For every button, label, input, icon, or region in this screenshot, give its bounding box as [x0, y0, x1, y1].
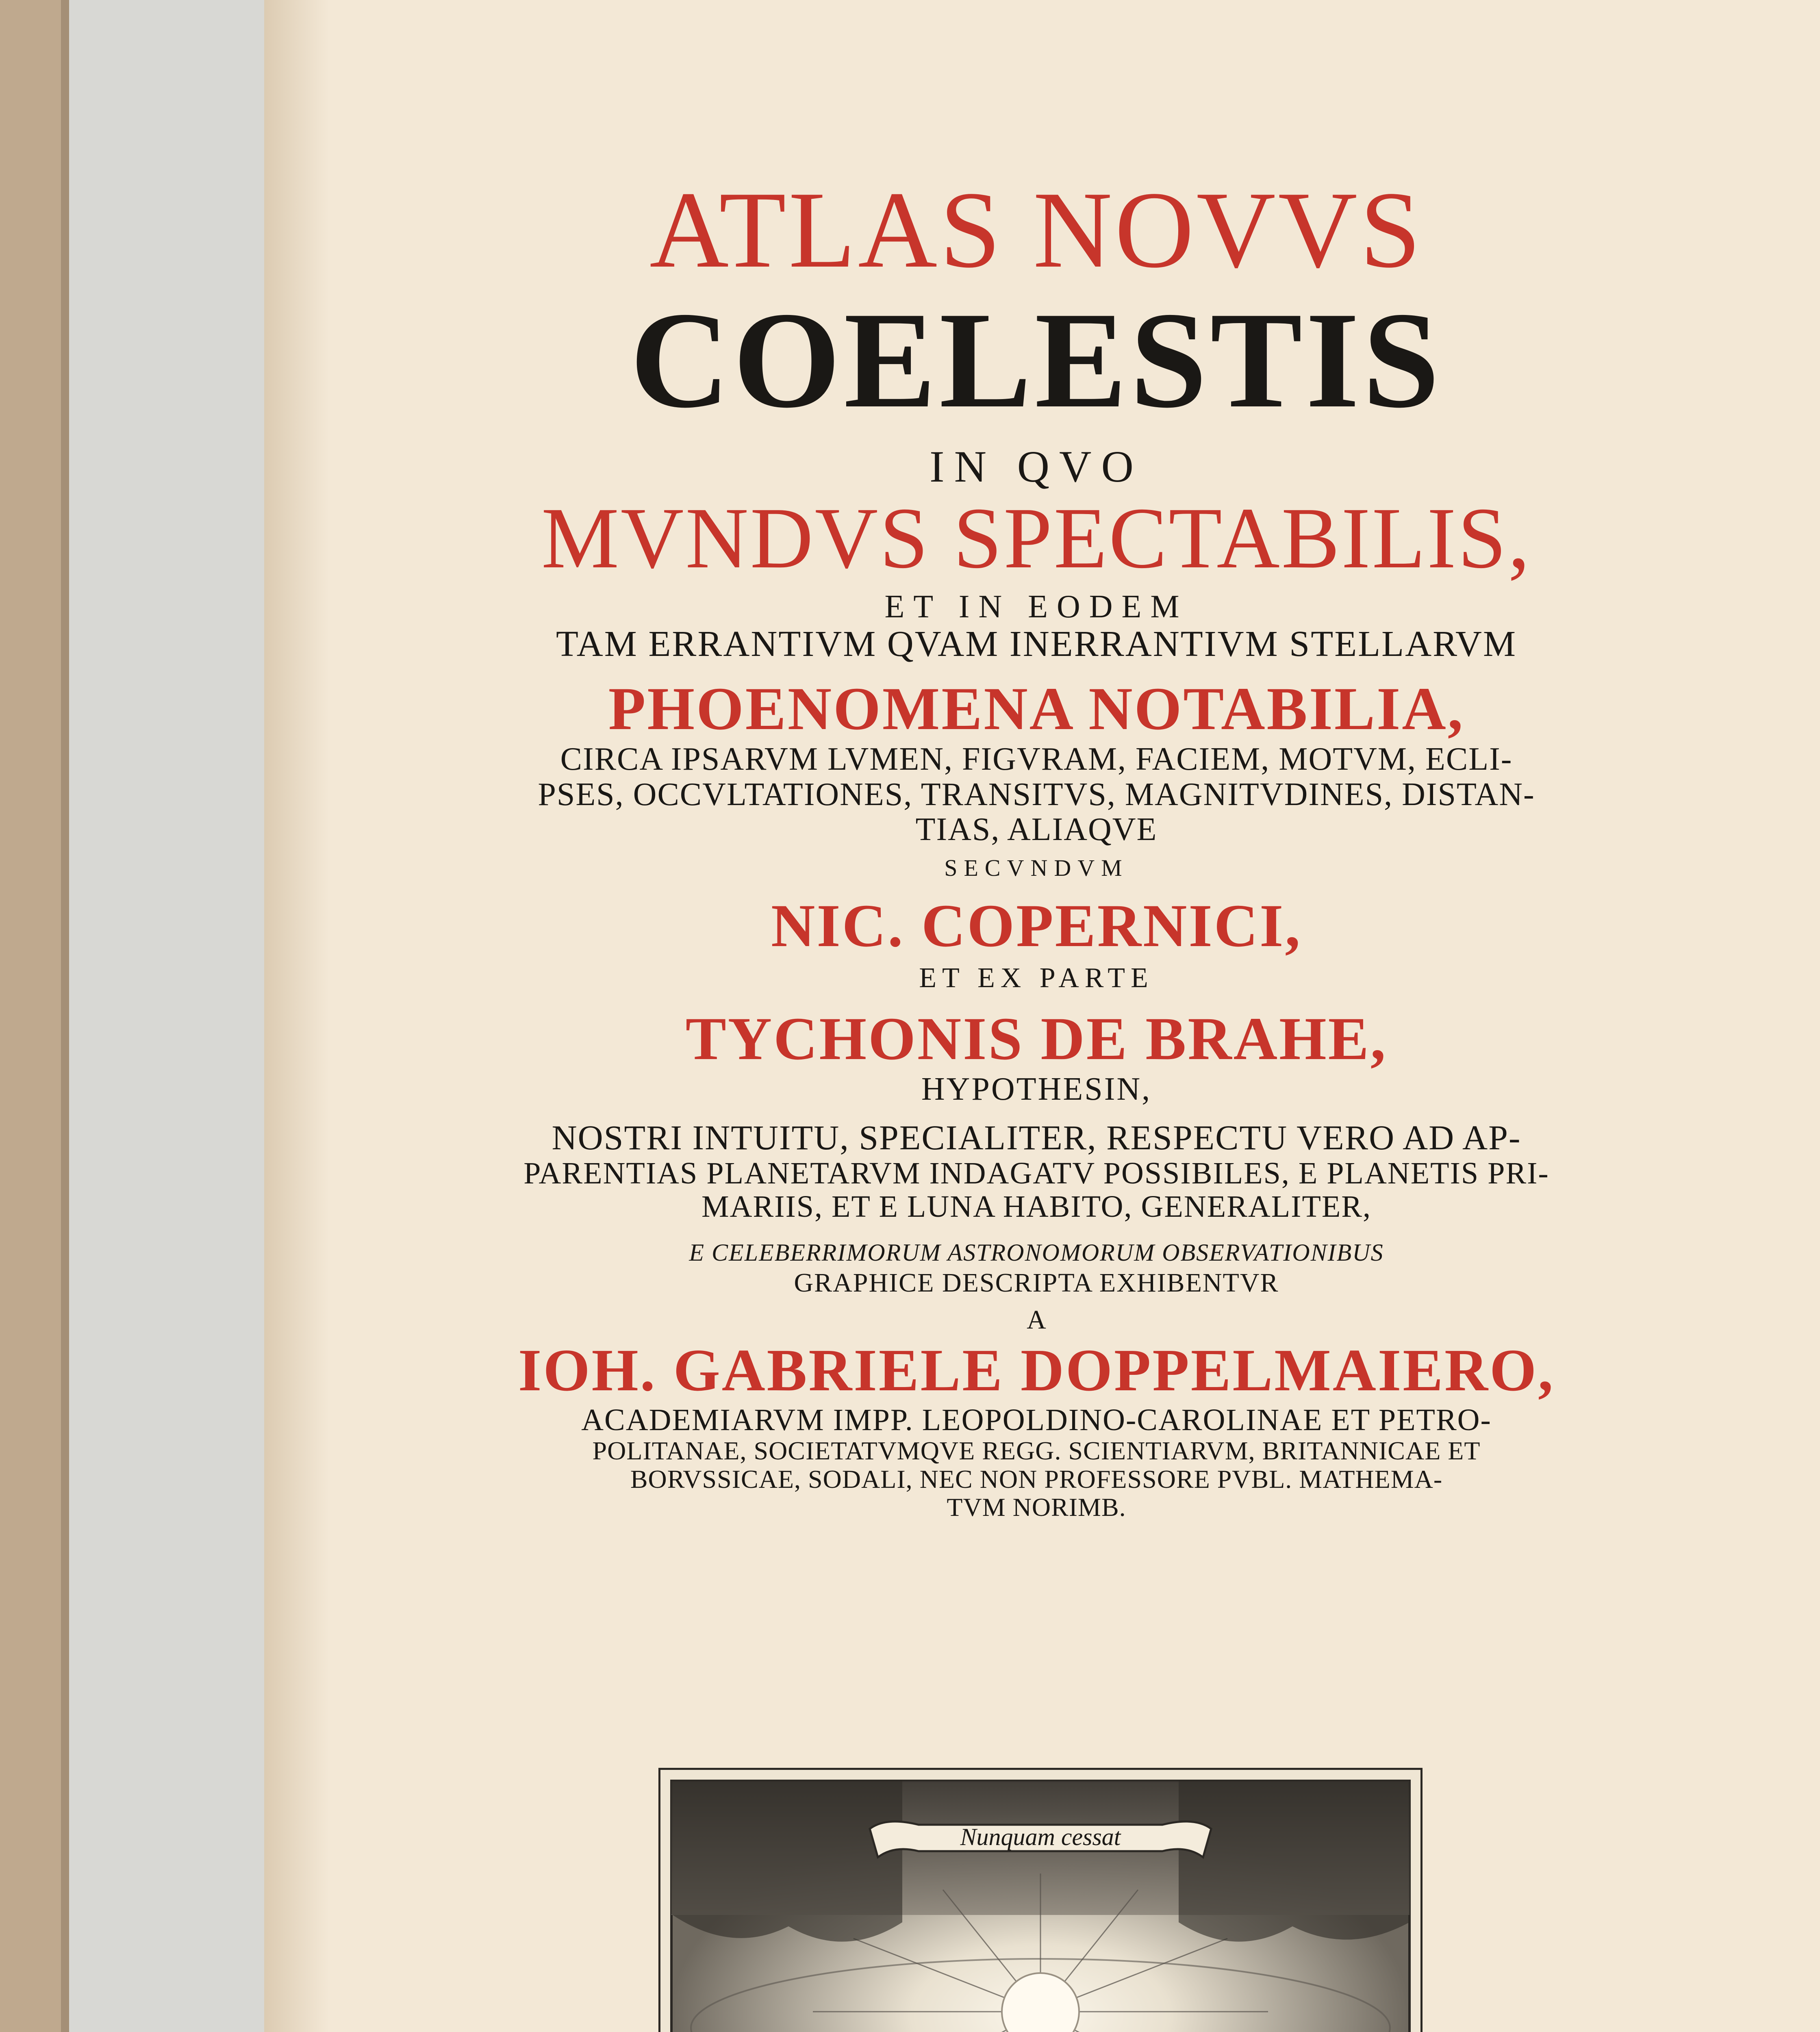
- title-line-13: ET EX PARTE: [919, 962, 1154, 994]
- title-line-21: A: [1027, 1305, 1046, 1335]
- title-line-6: TAM ERRANTIVM QVAM INERRANTIVM STELLARVM: [556, 624, 1517, 664]
- title-line-12: NIC. COPERNICI,: [771, 892, 1302, 960]
- title-line-3: IN QVO: [930, 441, 1143, 491]
- title-line-15: HYPOTHESIN,: [921, 1071, 1152, 1107]
- vignette-motto: Nunquam cessat: [960, 1824, 1121, 1850]
- title-line-24: POLITANAE, SOCIETATVMQVE REGG. SCIENTIARVM, BRITANNICAE ET: [592, 1436, 1481, 1465]
- binding-board: [0, 0, 69, 2032]
- title-line-18: MARIIS, ET E LUNA HABITO, GENERALITER,: [702, 1190, 1371, 1224]
- title-line-4: MVNDVS SPECTABILIS,: [541, 489, 1532, 586]
- title-line-19: E CELEBERRIMORUM ASTRONOMORUM OBSERVATIONIBUS: [689, 1239, 1384, 1266]
- title-line-17: PARENTIAS PLANETARVM INDAGATV POSSIBILES, E PLANETIS PRI-: [523, 1156, 1549, 1190]
- flyleaf: [69, 0, 264, 2032]
- title-line-22: IOH. GABRIELE DOPPELMAIERO,: [518, 1337, 1555, 1404]
- title-line-11: SECVNDVM: [944, 854, 1129, 881]
- title-line-20: GRAPHICE DESCRIPTA EXHIBENTVR: [794, 1268, 1279, 1298]
- title-line-1: ATLAS NOVVS: [649, 169, 1423, 291]
- title-line-26: TVM NORIMB.: [947, 1492, 1126, 1522]
- binding-edge: [61, 0, 69, 2032]
- title-line-2: COELESTIS: [630, 283, 1443, 436]
- title-line-23: ACADEMIARVM IMPP. LEOPOLDINO-CAROLINAE ET PETRO-: [581, 1403, 1492, 1437]
- title-line-25: BORVSSICAE, SODALI, NEC NON PROFESSORE PVBL. MATHEMA-: [630, 1464, 1443, 1494]
- sun-vignette-engraving: [658, 1768, 1423, 2032]
- title-line-14: TYCHONIS DE BRAHE,: [685, 1005, 1388, 1072]
- title-line-16: NOSTRI INTUITU, SPECIALITER, RESPECTU VERO AD AP-: [552, 1118, 1521, 1157]
- title-line-5: ET IN EODEM: [884, 588, 1188, 625]
- page-gutter-shadow: [264, 0, 329, 2032]
- title-line-7: PHOENOMENA NOTABILIA,: [608, 675, 1465, 743]
- title-line-10: TIAS, ALIAQVE: [915, 812, 1158, 848]
- title-line-8: CIRCA IPSARVM LVMEN, FIGVRAM, FACIEM, MOTVM, ECLI-: [560, 741, 1513, 777]
- title-text-block: [406, 171, 1666, 1521]
- title-line-9: PSES, OCCVLTATIONES, TRANSITVS, MAGNITVDINES, DISTAN-: [538, 776, 1535, 812]
